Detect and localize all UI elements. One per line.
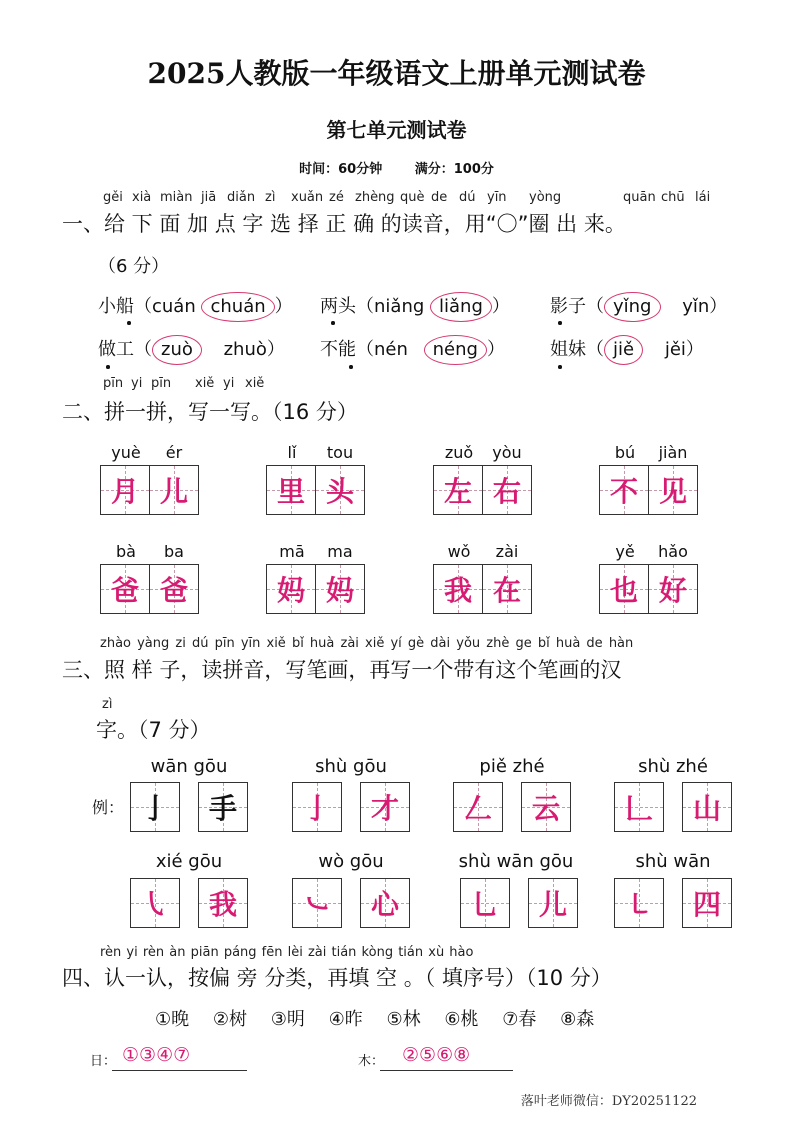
q1-item: 做工（ zuò zhuò）	[98, 335, 285, 365]
q4-right-answer: ②⑤⑥⑧	[402, 1044, 471, 1066]
q2-pair: yě hǎo 也 好	[599, 542, 699, 614]
q4-char: ①晚	[155, 1009, 190, 1030]
q3-char-box: 儿	[528, 878, 578, 928]
q1-points: （6 分）	[98, 256, 170, 277]
q1-text: 一、给 下 面 加 点 字 选 择 正 确 的读音，用“〇”圈 出 来。	[62, 212, 626, 236]
q3-stroke-box: ㇂	[130, 878, 180, 928]
q3-item-pinyin: wò gōu	[318, 851, 384, 872]
q4-left-label: 日：	[90, 1054, 117, 1069]
q3-char-box: 手	[198, 782, 248, 832]
q3-stroke-box: 乚	[460, 878, 510, 928]
q4-left-answer: ①③④⑦	[122, 1044, 191, 1066]
q3-char-box: 才	[360, 782, 410, 832]
q4-char: ⑤林	[386, 1009, 421, 1030]
q1-item: 姐妹（ jiě jěi）	[550, 335, 704, 365]
q3-char-box: 云	[521, 782, 571, 832]
q2-pair: zuǒ yòu 左 右	[433, 443, 533, 515]
q3-char-box: 四	[682, 878, 732, 928]
q3-pinyin-line1: zhào yàng zi dú pīn yīn xiě bǐ huà zài xiě yí gè dài yǒu zhè ge bǐ huà de hàn	[100, 636, 634, 651]
q3-stroke-box: ㇄	[614, 878, 664, 928]
q3-stroke-box: 𠃊	[614, 782, 664, 832]
example-label: 例：	[92, 798, 125, 817]
q4-char: ③明	[270, 1009, 305, 1030]
q2-pair: bú jiàn 不 见	[599, 443, 699, 515]
q1-item: 小船（cuán chuán ）	[98, 292, 293, 322]
q3-stroke-box: 𠃋	[453, 782, 503, 832]
q1-item: 不能（nén néng ）	[320, 335, 505, 365]
q3-item-pinyin: shù wān	[635, 851, 711, 872]
q2-pair: yuè ér 月 儿	[100, 443, 200, 515]
q3-char-box: 山	[682, 782, 732, 832]
time-limit: 时间：60分钟	[299, 162, 383, 177]
q3-item-pinyin: shù wān gōu	[458, 851, 574, 872]
q3-item-pinyin: xié gōu	[155, 851, 223, 872]
q2-text: 二、拼一拼，写一写。（16 分）	[62, 400, 358, 424]
q3-stroke-box: 亅	[130, 782, 180, 832]
exam-meta	[0, 158, 793, 177]
q3-text-line1: 三、照 样 子，读拼音，写笔画，再写一个带有这个笔画的汉	[62, 658, 622, 682]
q4-char: ②树	[212, 1009, 248, 1030]
q3-item-pinyin: piě zhé	[479, 756, 545, 777]
page-title: 2025人教版一年级语文上册单元测试卷	[147, 57, 646, 90]
q3-pinyin-line2: zì	[102, 697, 113, 712]
footer-contact: 落叶老师微信：DY20251122	[520, 1094, 697, 1109]
q4-pinyin: rèn yi rèn àn piān páng fēn lèi zài tián kòng tián xù hào	[100, 945, 474, 960]
q3-char-box: 心	[360, 878, 410, 928]
q4-char: ⑥桃	[444, 1009, 479, 1030]
q1-item: 影子（ yǐng yǐn）	[550, 292, 727, 322]
q3-char-box: 我	[198, 878, 248, 928]
q1-item: 两头（niǎng liǎng ）	[320, 292, 510, 322]
q4-right-label: 木：	[358, 1054, 385, 1069]
q3-text-line2: 字。（7 分）	[96, 718, 211, 742]
q4-char: ④昨	[328, 1009, 363, 1030]
q4-char-list	[155, 1005, 612, 1031]
q3-item-pinyin: shù zhé	[638, 756, 708, 777]
q2-pair: mā ma 妈 妈	[266, 542, 366, 614]
q4-text: 四、认一认，按偏 旁 分类，再填 空 。（ 填序号）（10 分）	[62, 966, 612, 990]
q2-pair: bà ba 爸 爸	[100, 542, 200, 614]
q4-char: ⑧森	[560, 1009, 595, 1030]
q2-pair: lǐ tou 里 头	[266, 443, 366, 515]
q2-pair: wǒ zài 我 在	[433, 542, 533, 614]
full-score: 满分：100分	[414, 162, 494, 177]
q4-char: ⑦春	[502, 1009, 537, 1030]
q3-item-pinyin: wān gōu	[150, 756, 228, 777]
q3-item-pinyin: shù gōu	[315, 756, 387, 777]
page-subtitle: 第七单元测试卷	[326, 118, 467, 142]
q3-stroke-box: ㇃	[292, 878, 342, 928]
q3-stroke-box: 亅	[292, 782, 342, 832]
